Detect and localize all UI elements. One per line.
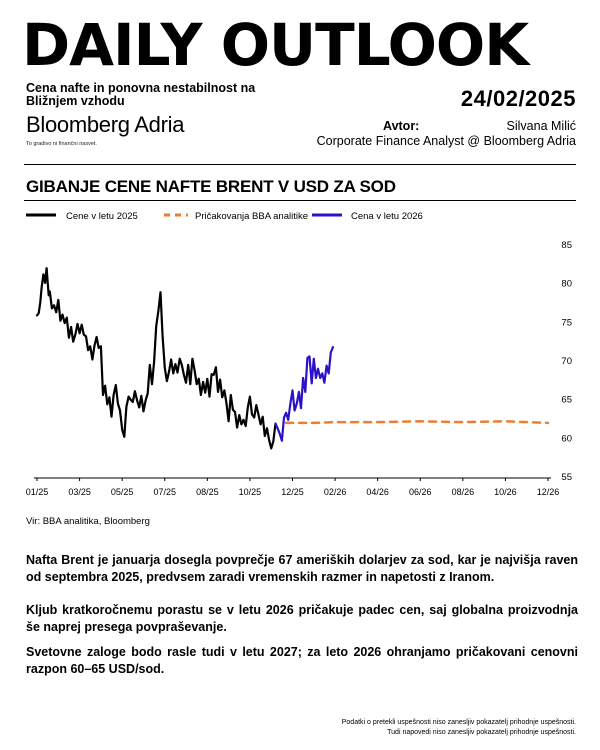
y-tick-label: 85 bbox=[561, 240, 572, 251]
x-tick-label: 12/26 bbox=[536, 487, 560, 497]
y-tick-label: 55 bbox=[561, 472, 572, 483]
disclaimer-text: To gradivo ni finančni nasvet. bbox=[26, 141, 97, 147]
y-tick-label: 70 bbox=[561, 356, 572, 367]
x-tick-label: 10/25 bbox=[238, 487, 262, 497]
chart-title-divider bbox=[24, 200, 576, 201]
report-subtitle: Cena nafte in ponovna nestabilnost na Bližnjem vzhodu bbox=[26, 81, 256, 108]
x-tick-label: 08/26 bbox=[451, 487, 475, 497]
brand-logo-text: Bloomberg Adria bbox=[26, 112, 185, 137]
series-line-1 bbox=[37, 268, 276, 448]
y-tick-label: 60 bbox=[561, 433, 572, 445]
legend-label-3: Cena v letu 2026 bbox=[351, 211, 423, 222]
x-tick-label: 08/25 bbox=[196, 487, 219, 497]
chart-axes bbox=[26, 240, 572, 497]
footer-note-1: Podatki o pretekli uspešnosti niso zanesljiv pokazatelj prihodnje uspešnosti. bbox=[341, 719, 576, 726]
brent-price-chart bbox=[0, 205, 600, 505]
paragraph-1: Nafta Brent je januarja dosegla povprečje 67 ameriških dolarjev za sod, kar je najvišja raven od septembra 2025, predvsem zaradi vremenskih razmer in napetosti z Iranom. bbox=[26, 553, 578, 584]
chart-title: GIBANJE CENE NAFTE BRENT V USD ZA SOD bbox=[26, 177, 396, 196]
chart-source: Vir: BBA analitika, Bloomberg bbox=[26, 516, 150, 527]
legend-label-1: Cene v letu 2025 bbox=[66, 211, 138, 222]
x-tick-label: 02/26 bbox=[323, 487, 347, 497]
header-divider bbox=[24, 164, 576, 165]
report-date: 24/02/2025 bbox=[460, 86, 576, 111]
author-name: Silvana Milić bbox=[506, 119, 576, 133]
x-tick-label: 05/25 bbox=[110, 487, 134, 497]
y-tick-label: 75 bbox=[561, 317, 572, 329]
x-tick-label: 07/25 bbox=[153, 487, 177, 497]
y-tick-label: 65 bbox=[561, 394, 572, 406]
x-tick-label: 01/25 bbox=[25, 487, 49, 497]
masthead-title: DAILY OUTLOOK bbox=[22, 11, 529, 79]
author-label: Avtor: bbox=[383, 119, 420, 133]
legend-label-2: Pričakovanja BBA analitike bbox=[195, 211, 309, 222]
x-tick-label: 03/25 bbox=[68, 487, 91, 497]
paragraph-2: Kljub kratkoročnemu porastu se v letu 2026 pričakuje padec cen, saj globalna proizvodnja še naprej presega povpraševanje. bbox=[26, 603, 578, 634]
chart-legend bbox=[26, 211, 423, 222]
x-tick-label: 06/26 bbox=[408, 487, 432, 497]
author-role: Corporate Finance Analyst @ Bloomberg Adria bbox=[316, 134, 576, 148]
y-tick-label: 80 bbox=[561, 278, 572, 290]
x-tick-label: 10/26 bbox=[494, 487, 517, 497]
paragraph-3: Svetovne zaloge bodo rasle tudi v letu 2027; za leto 2026 ohranjamo pričakovani cenovni razpon 60–65 USD/sod. bbox=[26, 645, 578, 676]
chart-series bbox=[37, 268, 548, 448]
footer-note-2: Tudi napovedi niso zanesljiv pokazatelj prihodnje uspešnosti. bbox=[387, 729, 576, 736]
series-line-3 bbox=[276, 347, 334, 441]
x-tick-label: 12/25 bbox=[281, 487, 304, 497]
x-tick-label: 04/26 bbox=[366, 487, 389, 497]
series-line-2 bbox=[286, 421, 548, 423]
